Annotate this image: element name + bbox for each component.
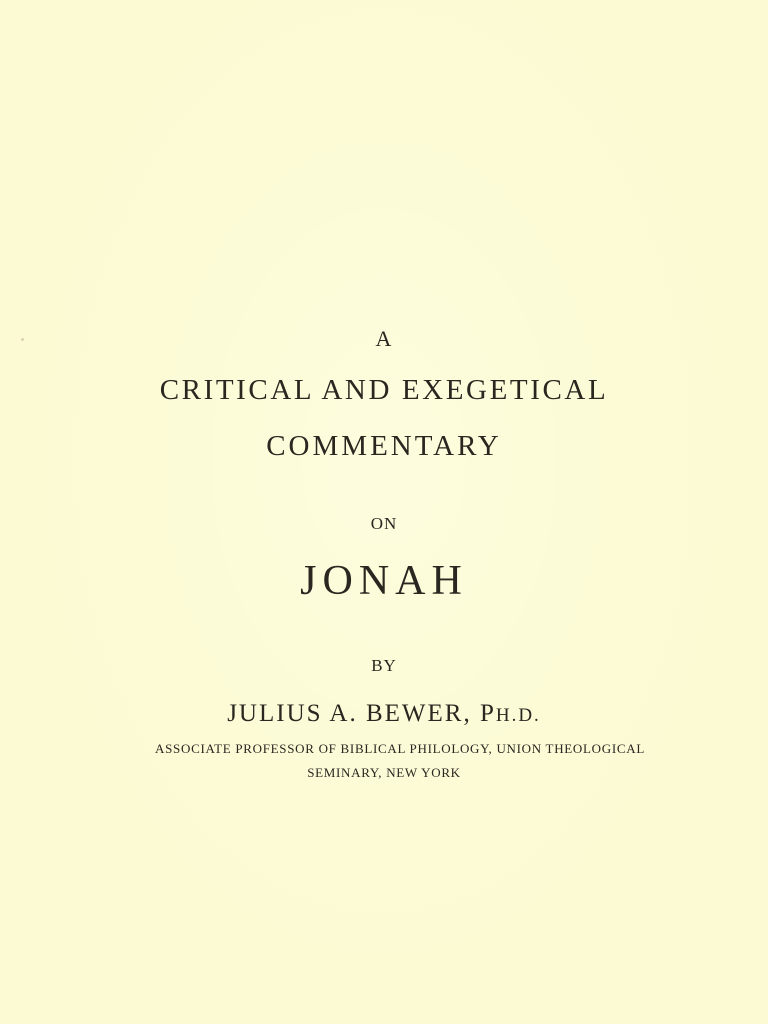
affiliation-line-1: ASSOCIATE PROFESSOR OF BIBLICAL PHILOLOGY, UNION THEOLOGICAL [155,741,645,756]
by-label: BY [371,656,397,675]
on-label: ON [370,514,398,533]
book-subject: JONAH [300,558,468,604]
author-name: JULIUS A. BEWER, [227,700,472,727]
author-degree-initial: P [479,700,496,727]
author-line [0,700,768,728]
title-line-2: COMMENTARY [266,430,502,462]
author-degree [480,700,541,727]
title-line-1: CRITICAL AND EXEGETICAL [159,374,609,406]
title-article: A [375,326,393,351]
author-degree-rest: H.D. [495,705,541,726]
affiliation-line-2: SEMINARY, NEW YORK [307,765,461,780]
